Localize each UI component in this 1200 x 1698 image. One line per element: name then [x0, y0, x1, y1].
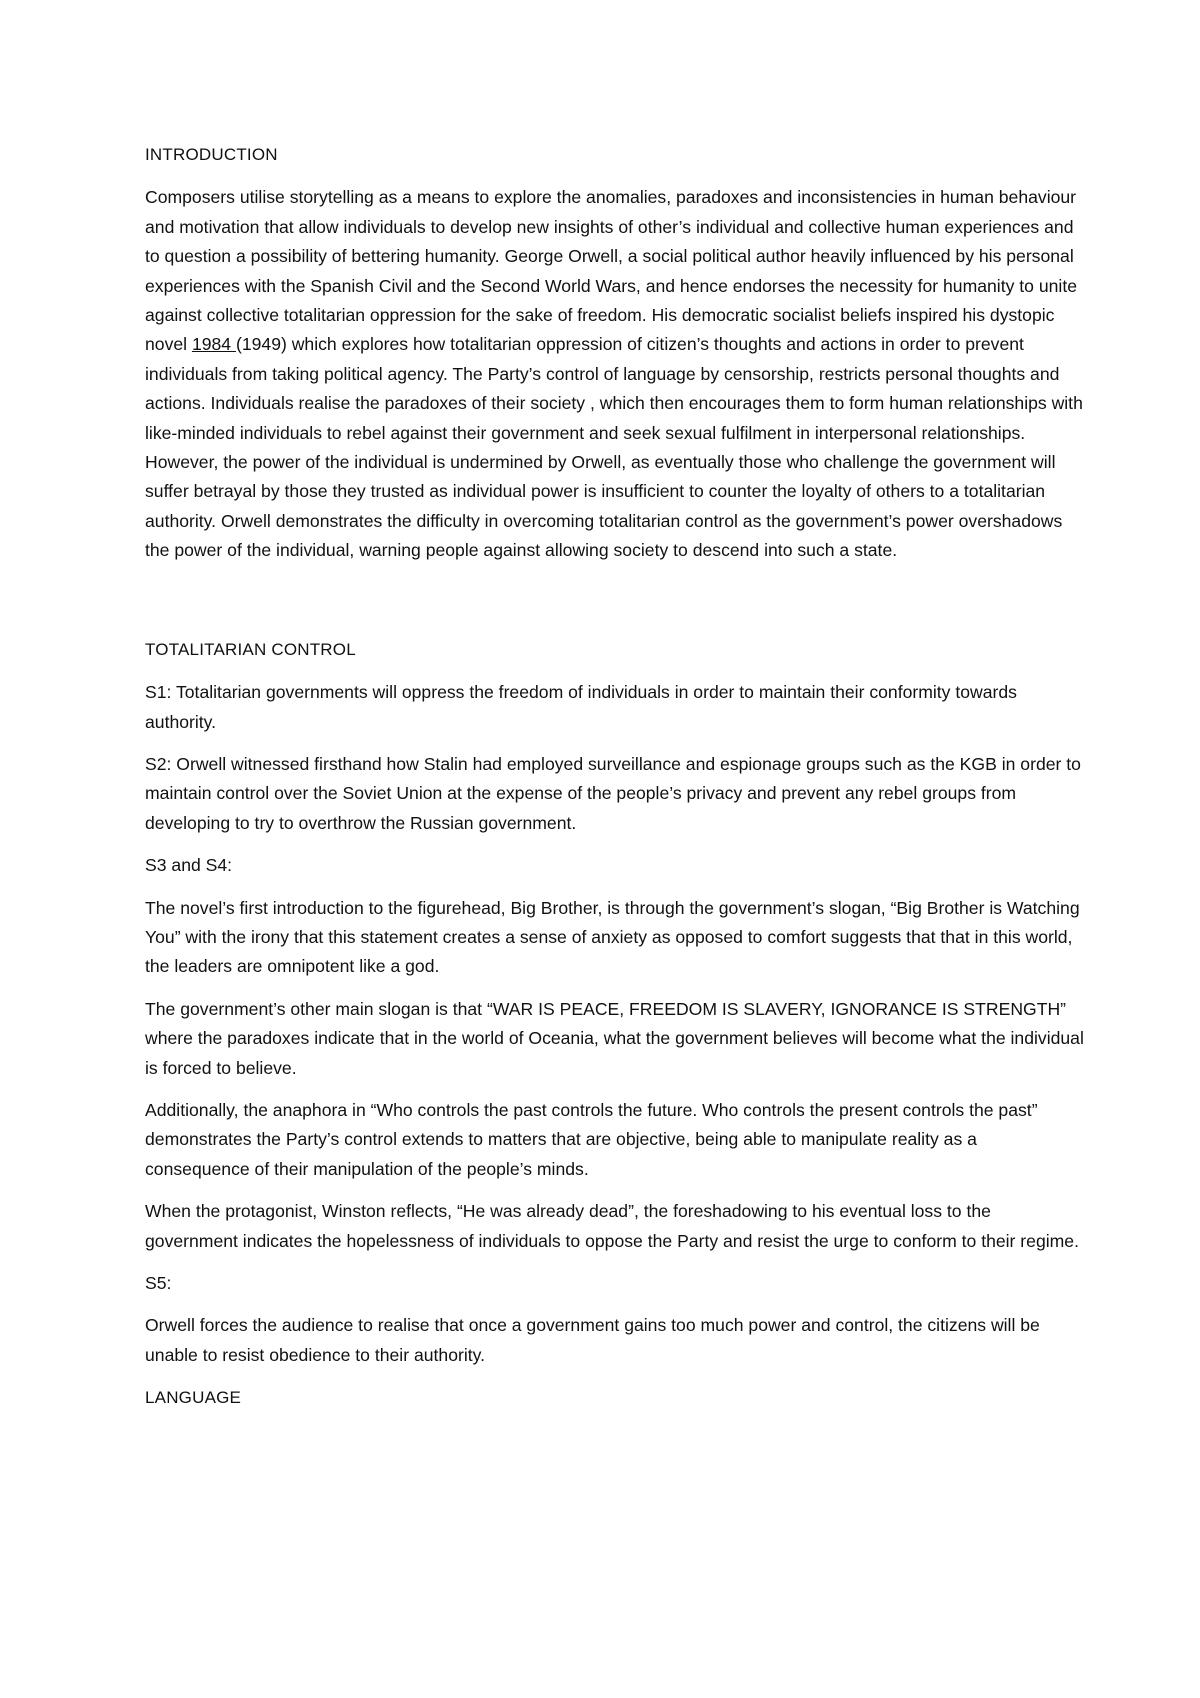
anaphora-paragraph: Additionally, the anaphora in “Who controls the past controls the future. Who controls the present controls the past” demonstrates the Party’s control extends to matters that are objective, being able to manipulate reality as a consequence of their manipulation of the people’s minds. [145, 1099, 1038, 1179]
winston-paragraph: When the protagonist, Winston reflects, “He was already dead”, the foreshadowing to his eventual loss to the government indicates the hopelessness of individuals to oppose the Party and resist the urge to conform to their regime. [145, 1201, 1079, 1251]
document-page [145, 140, 1085, 1427]
novel-title: 1984 [191, 334, 236, 355]
introduction-heading: INTRODUCTION [145, 145, 278, 164]
language-heading: LANGUAGE [145, 1388, 242, 1408]
s3-s4-label: S3 and S4: [145, 855, 233, 876]
introduction-paragraph [145, 183, 1085, 565]
s2-paragraph: S2: Orwell witnessed firsthand how Stalin had employed surveillance and espionage groups such as the KGB in order to maintain control over the Soviet Union at the expense of the people’s privacy and prevent any rebel groups from developing to try to overthrow the Russian government. [145, 753, 1081, 833]
big-brother-paragraph: The novel’s first introduction to the figurehead, Big Brother, is through the government’s slogan, “Big Brother is Watching You” with the irony that this statement creates a sense of anxiety as opposed to comfort suggests that that in this world, the leaders are omnipotent like a god. [145, 897, 1080, 977]
introduction-text-part-2: (1949) which explores how totalitarian oppression of citizen’s thoughts and actions in order to prevent individuals from taking political agency. The Party’s control of language by censorship, restricts personal thoughts and actions. Individuals realise the paradoxes of their society , which then encourages them to form human relationships with like-minded individuals to rebel against their government and seek sexual fulfilment in interpersonal relationships. However, the power of the individual is undermined by Orwell, as eventually those who challenge the government will suffer betrayal by those they trusted as individual power is insufficient to counter the loyalty of others to a totalitarian authority. Orwell demonstrates the difficulty in overcoming totalitarian control as the government’s power overshadows the power of the individual, warning people against allowing society to descend into such a state. [145, 334, 1083, 561]
s5-label: S5: [145, 1273, 172, 1293]
slogan-paragraph: The government’s other main slogan is that “WAR IS PEACE, FREEDOM IS SLAVERY, IGNORANCE IS STRENGTH” where the paradoxes indicate that in the world of Oceania, what the government believes will become what the individual is forced to believe. [145, 998, 1084, 1078]
totalitarian-control-heading: TOTALITARIAN CONTROL [145, 639, 356, 659]
section-gap [145, 579, 1085, 635]
introduction-text-part-1: Composers utilise storytelling as a means to explore the anomalies, paradoxes and inconsistencies in human behaviour and motivation that allow individuals to develop new insights of other’s individual and collective human experiences and to question a possibility of bettering humanity. George Orwell, a social political author heavily influenced by his personal experiences with the Spanish Civil and the Second World Wars, and hence endorses the necessity for humanity to unite against collective totalitarian oppression for the sake of freedom. His democratic socialist beliefs inspired his dystopic novel [145, 187, 1078, 355]
s5-paragraph: Orwell forces the audience to realise that once a government gains too much power and control, the citizens will be unable to resist obedience to their authority. [145, 1315, 1040, 1365]
s1-paragraph: S1: Totalitarian governments will oppress the freedom of individuals in order to maintain their conformity towards authority. [145, 682, 1017, 732]
